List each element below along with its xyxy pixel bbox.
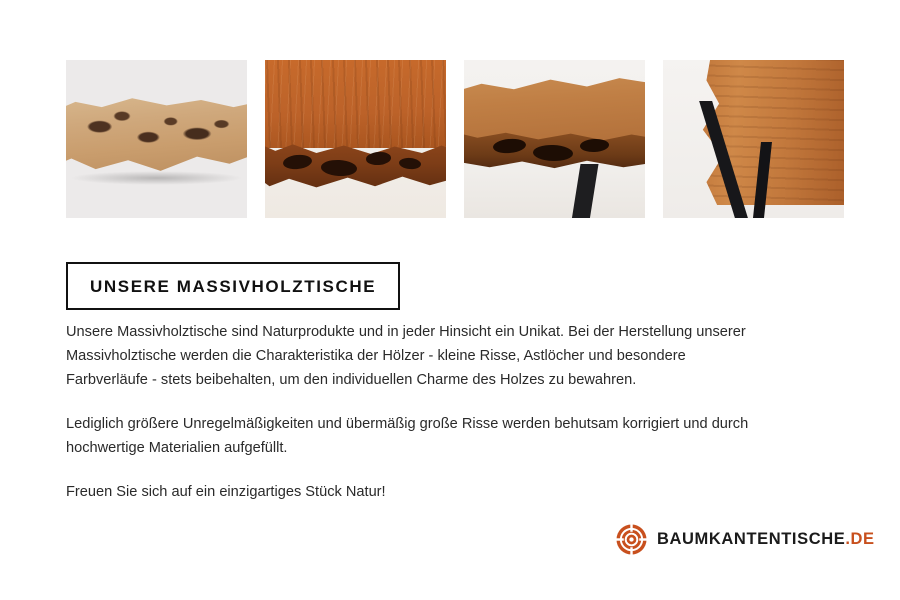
- slab-grain-texture: [663, 60, 844, 205]
- circular-wood-ring-logo-icon: [616, 524, 647, 555]
- table-leg-shape: [572, 164, 599, 218]
- body-copy: [66, 320, 766, 504]
- slab-shadow: [70, 171, 244, 185]
- headline-box: [66, 262, 400, 310]
- slab-grain-texture: [265, 60, 446, 148]
- brand-tld: .DE: [845, 530, 875, 549]
- gallery-photo-1: [66, 60, 247, 218]
- paragraph-3: Freuen Sie sich auf ein einzigartiges Stück Natur!: [66, 484, 386, 500]
- gallery-photo-3: [464, 60, 645, 218]
- table-top-surface: [464, 73, 645, 143]
- brand-name: BAUMKANTENTISCHE: [657, 530, 846, 549]
- page-title: UNSERE MASSIVHOLZTISCHE: [90, 277, 377, 296]
- gallery-photo-4: [663, 60, 844, 218]
- paragraph-1: Unsere Massivholztische sind Naturprodukte und in jeder Hinsicht ein Unikat. Bei der Herstellung unserer Massivholztische werden die Charakteristika der Hölzer - kleine Risse, Astlöcher und besondere Farbverläufe - stets beibehalten, um den individuellen Charme des Holzes zu bewahren.: [66, 324, 746, 388]
- image-gallery: [66, 60, 846, 218]
- paragraph-2: Lediglich größere Unregelmäßigkeiten und übermäßig große Risse werden behutsam korrigiert und durch hochwertige Materialien aufgefüllt.: [66, 416, 749, 456]
- brand-logo: [616, 524, 875, 555]
- brand-wordmark: [657, 531, 875, 548]
- gallery-photo-2: [265, 60, 446, 218]
